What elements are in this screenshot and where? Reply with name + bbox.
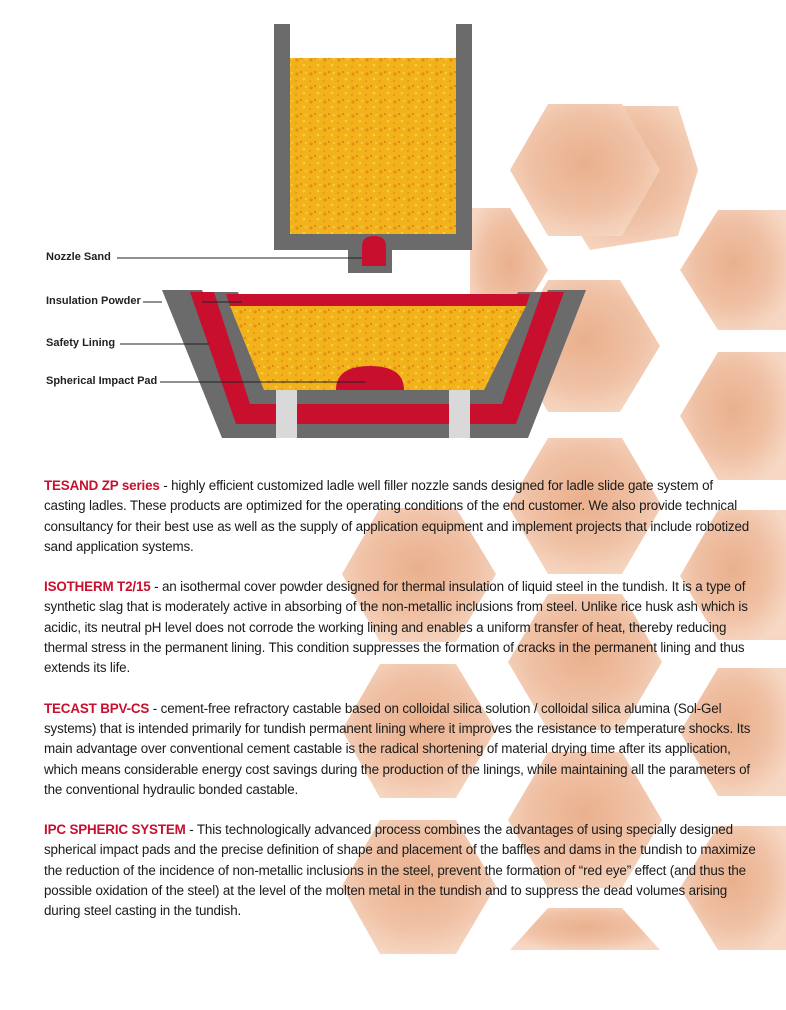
product-paragraph-tesand (44, 476, 756, 557)
tundish-insulation-powder (226, 294, 530, 306)
safety-lining-label: Safety Lining (46, 337, 116, 349)
product-name: ISOTHERM T2/15 (44, 579, 151, 595)
insulation-powder-label: Insulation Powder (46, 295, 141, 307)
product-paragraph-ipc-spheric (44, 820, 756, 921)
ladle (274, 24, 472, 273)
product-paragraph-isotherm (44, 577, 756, 678)
nozzle-sand-shape (362, 236, 386, 266)
product-paragraph-tecast (44, 699, 756, 800)
spherical-impact-pad-label: Spherical Impact Pad (46, 375, 158, 387)
product-description: - an isothermal cover powder designed for thermal insulation of liquid steel in the tundish. It is a type of synthetic slag that is moderately active in absorbing of the non-metallic inclusions from steel. Unlike rice husk ash which is acidic, its neutral pH level does not corrode the working lining and enables a uniform transfer of heat, thereby reducing thermal stress in the permanent lining. This condition suppresses the formation of cracks in the permanent lining and thus extends its life. (44, 579, 748, 676)
tundish-plug-left (276, 390, 297, 438)
product-description: - cement-free refractory castable based on colloidal silica solution / colloidal silica alumina (Sol-Gel systems) that is intended primarily for tundish permanent lining where it improves the resistance to temperature shocks. Its main advantage over conventional cement castable is the radical shortening of material drying time after its application, which means considerable energy cost savings during the production of the linings, while maintaining all the parameters of the conventional hydraulic bonded castable. (44, 700, 751, 797)
ladle-molten-steel (290, 58, 456, 234)
product-name: IPC SPHERIC SYSTEM (44, 822, 186, 838)
tundish (162, 290, 586, 438)
product-name: TESAND ZP series (44, 478, 160, 493)
product-description: - highly efficient customized ladle well filler nozzle sands designed for ladle slide gate system of casting ladles. These products are optimized for the operating conditions of the end customer. We also provide technical consultancy for their best use as well as the supply of application equipment and implement projects that include robotized sand application systems. (44, 478, 750, 554)
product-descriptions (44, 476, 756, 942)
nozzle-sand-label: Nozzle Sand (46, 251, 111, 263)
tundish-plug-right (449, 390, 470, 438)
product-name: TECAST BPV-CS (44, 700, 150, 716)
product-description: - This technologically advanced process combines the advantages of using specially designed spherical impact pads and the precise definition of shape and placement of the baffles and dams in the tundish to maximize the reduction of the incidence of non-metallic inclusions in the steel, prevent the formation of “red eye” effect (and thus the possible oxidation of the steel) at the level of the molten metal in the tundish and to suppress the dead volumes arising during steel casting in the tundish. (44, 822, 756, 919)
